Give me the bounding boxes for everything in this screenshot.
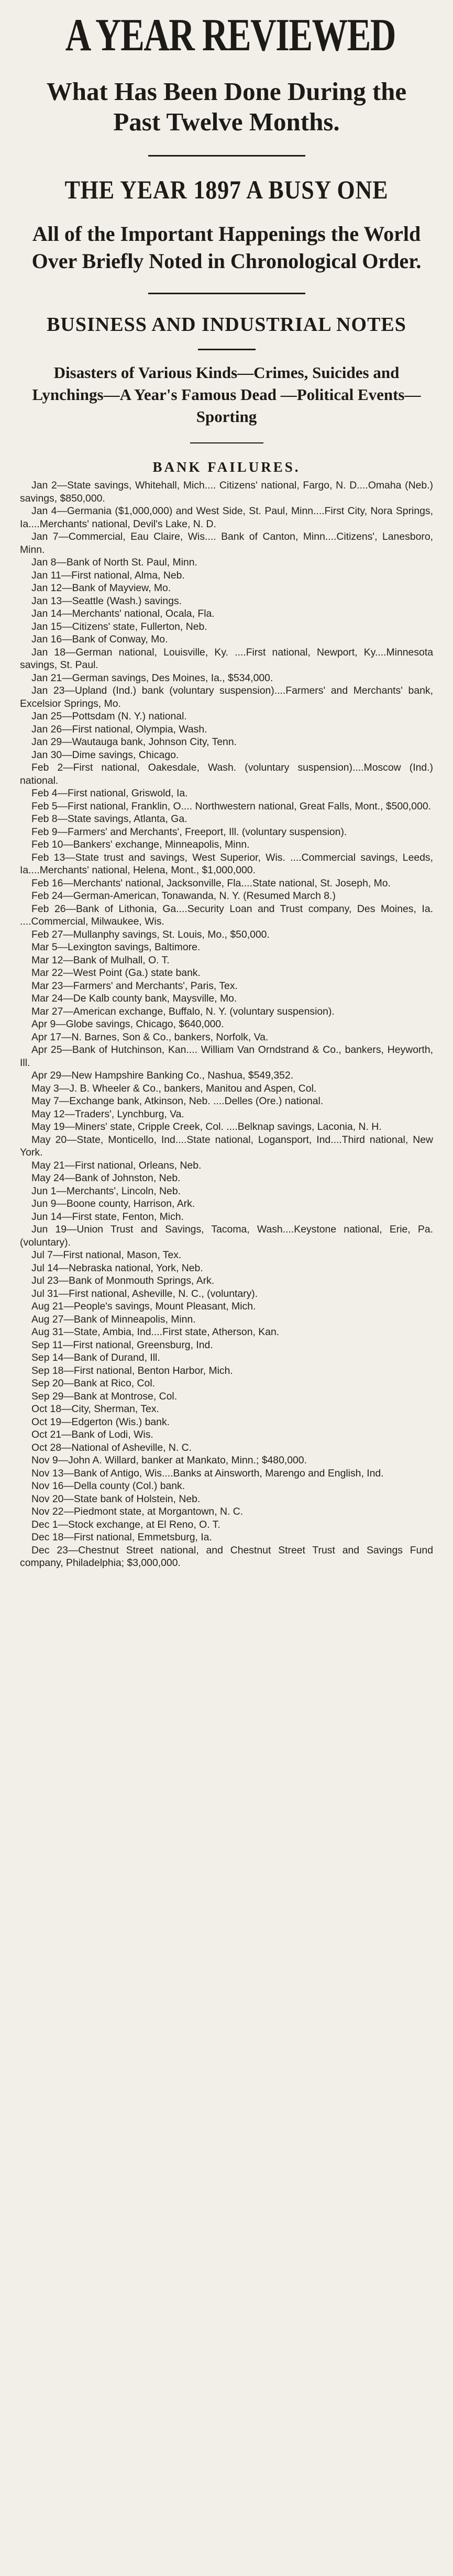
bank-failure-entry: Jan 4—Germania ($1,000,000) and West Side, St. Paul, Minn....First City, Nora Springs, Ia....Merchants' national, Devil's Lake, N. D. xyxy=(20,505,433,530)
divider-rule xyxy=(148,155,305,157)
bank-failure-entry: Oct 28—National of Asheville, N. C. xyxy=(31,1441,192,1453)
bank-failure-entry: Jan 15—Citizens' state, Fullerton, Neb. xyxy=(31,620,207,632)
bank-failure-entry: Nov 20—State bank of Holstein, Neb. xyxy=(31,1493,201,1505)
bank-failure-entry: Feb 5—First national, Franklin, O.... Northwestern national, Great Falls, Mont., $500,000. xyxy=(31,800,432,812)
section-summary: Disasters of Various Kinds—Crimes, Suicides and Lynchings—A Year's Famous Dead —Political Events—Sporting xyxy=(32,363,421,426)
divider-rule xyxy=(148,293,305,294)
bank-failure-entry: Mar 12—Bank of Mulhall, O. T. xyxy=(31,954,170,966)
divider-rule xyxy=(190,442,263,443)
bank-failure-entry: Nov 9—John A. Willard, banker at Mankato, Minn.; $480,000. xyxy=(31,1454,307,1466)
bank-failure-entry: Oct 18—City, Sherman, Tex. xyxy=(31,1403,159,1415)
bank-failure-entry: Jan 7—Commercial, Eau Claire, Wis.... Bank of Canton, Minn....Citizens', Lanesboro, Minn. xyxy=(20,531,433,556)
bank-failure-entry: Sep 14—Bank of Durand, Ill. xyxy=(31,1352,160,1363)
bank-failure-entry: Feb 27—Mullanphy savings, St. Louis, Mo., $50,000. xyxy=(31,928,270,940)
sub-headline: THE YEAR 1897 A BUSY ONE xyxy=(64,175,389,204)
bank-failure-entry: Dec 18—First national, Emmetsburg, Ia. xyxy=(31,1531,212,1543)
bank-failure-entry: Apr 9—Globe savings, Chicago, $640,000. xyxy=(31,1018,224,1030)
bank-failure-entry: Jan 26—First national, Olympia, Wash. xyxy=(31,723,207,735)
bank-failure-entry: Dec 1—Stock exchange, at El Reno, O. T. xyxy=(31,1518,220,1530)
bank-failure-entry: Sep 29—Bank at Montrose, Col. xyxy=(31,1390,178,1402)
bank-failure-entry: Oct 19—Edgerton (Wis.) bank. xyxy=(31,1416,170,1428)
bank-failure-entry: May 24—Bank of Johnston, Neb. xyxy=(31,1172,181,1184)
bank-failure-entry: Jan 30—Dime savings, Chicago. xyxy=(31,749,179,761)
bank-failure-entry: Oct 21—Bank of Lodi, Wis. xyxy=(31,1429,153,1440)
bank-failure-entry: Jan 23—Upland (Ind.) bank (voluntary suspension)....Farmers' and Merchants' bank, Excelsior Springs, Mo. xyxy=(20,685,433,709)
bank-failure-entry: Jun 9—Boone county, Harrison, Ark. xyxy=(31,1198,195,1209)
bank-failure-entry: Jun 1—Merchants', Lincoln, Neb. xyxy=(31,1185,181,1197)
bank-failure-entry: Jun 19—Union Trust and Savings, Tacoma, Wash....Keystone national, Erie, Pa. (voluntary). xyxy=(20,1224,433,1248)
bank-failure-entry: May 3—J. B. Wheeler & Co., bankers, Manitou and Aspen, Col. xyxy=(31,1082,317,1094)
bank-failure-entry: Dec 23—Chestnut Street national, and Chestnut Street Trust and Savings Fund company, Philadelphia; $3,000,000. xyxy=(20,1544,433,1569)
bank-failure-entry: Jan 29—Wautauga bank, Johnson City, Tenn. xyxy=(31,736,237,748)
bank-failure-entry: May 20—State, Monticello, Ind....State national, Logansport, Ind....Third national, New York. xyxy=(20,1134,433,1158)
bank-failure-entry: Mar 23—Farmers' and Merchants', Paris, Tex. xyxy=(31,980,238,992)
bank-failure-entry: Aug 21—People's savings, Mount Pleasant, Mich. xyxy=(31,1301,256,1312)
bank-failure-entry: Sep 18—First national, Benton Harbor, Mich. xyxy=(31,1364,233,1376)
bank-failure-entry: Nov 13—Bank of Antigo, Wis....Banks at Ainsworth, Marengo and English, Ind. xyxy=(31,1467,384,1479)
bank-failure-entry: Sep 11—First national, Greensburg, Ind. xyxy=(31,1339,213,1351)
bank-failure-entry: Feb 2—First national, Oakesdale, Wash. (voluntary suspension)....Moscow (Ind.) national. xyxy=(20,762,433,786)
bank-failure-entry: Jan 8—Bank of North St. Paul, Minn. xyxy=(31,557,197,568)
bank-failure-entry: Feb 26—Bank of Lithonia, Ga....Security Loan and Trust company, Des Moines, Ia. ....Commercial, Milwaukee, Wis. xyxy=(20,903,433,927)
bank-failure-entry: Jul 31—First national, Asheville, N. C., (voluntary). xyxy=(31,1287,258,1300)
bank-failure-entry: Jan 14—Merchants' national, Ocala, Fla. xyxy=(31,608,215,619)
headline: A YEAR REVIEWED xyxy=(65,10,395,61)
bank-failure-entry: Aug 31—State, Ambia, Ind....First state, Atherson, Kan. xyxy=(31,1326,280,1338)
bank-failure-entry: Jan 13—Seattle (Wash.) savings. xyxy=(31,595,182,607)
bank-failure-entry: Jan 25—Pottsdam (N. Y.) national. xyxy=(31,710,187,722)
bank-failures-list xyxy=(20,479,433,1570)
bank-failure-entry: Feb 24—German-American, Tonawanda, N. Y. (Resumed March 8.) xyxy=(31,890,336,902)
divider-rule xyxy=(198,349,256,350)
bank-failure-entry: May 7—Exchange bank, Atkinson, Neb. ....Delles (Ore.) national. xyxy=(31,1095,324,1107)
bank-failure-entry: Jan 12—Bank of Mayview, Mo. xyxy=(31,582,171,594)
bank-failure-entry: Sep 20—Bank at Rico, Col. xyxy=(31,1378,156,1389)
bank-failure-entry: Jan 2—State savings, Whitehall, Mich.... Citizens' national, Fargo, N. D....Omaha (Neb.) savings, $850,000. xyxy=(20,480,433,504)
bank-failure-entry: Feb 9—Farmers' and Merchants', Freeport, Ill. (voluntary suspension). xyxy=(31,826,347,838)
bank-failure-entry: Jan 18—German national, Louisville, Ky. ....First national, Newport, Ky....Minnesota savings, St. Paul. xyxy=(20,646,433,671)
bank-failure-entry: Jul 14—Nebraska national, York, Neb. xyxy=(31,1262,203,1274)
section-heading: BUSINESS AND INDUSTRIAL NOTES xyxy=(47,314,406,336)
bank-failure-entry: Nov 16—Della county (Col.) bank. xyxy=(31,1480,185,1492)
bank-failure-entry: Feb 8—State savings, Atlanta, Ga. xyxy=(31,813,187,825)
bank-failure-entry: May 21—First national, Orleans, Neb. xyxy=(31,1159,202,1171)
bank-failure-entry: Apr 17—N. Barnes, Son & Co., bankers, Norfolk, Va. xyxy=(31,1031,269,1043)
bank-failure-entry: Jun 14—First state, Fenton, Mich. xyxy=(31,1211,184,1223)
bank-failure-entry: Jan 11—First national, Alma, Neb. xyxy=(31,569,185,581)
sub-headline-deck: All of the Important Happenings the World Over Briefly Noted in Chronological Order. xyxy=(31,222,422,273)
bank-failure-entry: Aug 27—Bank of Minneapolis, Minn. xyxy=(31,1313,196,1325)
bank-failure-entry: Mar 5—Lexington savings, Baltimore. xyxy=(31,941,201,953)
bank-failure-entry: May 19—Miners' state, Cripple Creek, Col. ....Belknap savings, Laconia, N. H. xyxy=(31,1121,382,1132)
bank-failure-entry: Jul 7—First national, Mason, Tex. xyxy=(31,1249,182,1261)
bank-failure-entry: Feb 10—Bankers' exchange, Minneapolis, Minn. xyxy=(31,839,250,850)
bank-failure-entry: Feb 13—State trust and savings, West Superior, Wis. ....Commercial savings, Leeds, Ia....Merchants' national, Helena, Mont., $1,000,000. xyxy=(20,851,433,876)
bank-failure-entry: Feb 4—First national, Griswold, Ia. xyxy=(31,787,188,799)
bank-failure-entry: Mar 22—West Point (Ga.) state bank. xyxy=(31,967,201,979)
bank-failure-entry: Jan 16—Bank of Conway, Mo. xyxy=(31,634,168,645)
bank-failure-entry: Apr 25—Bank of Hutchinson, Kan.... William Van Orndstrand & Co., bankers, Heyworth, Ill. xyxy=(20,1044,433,1069)
bank-failure-entry: Feb 16—Merchants' national, Jacksonville, Fla....State national, St. Joseph, Mo. xyxy=(31,877,391,889)
bank-failures-heading: BANK FAILURES. xyxy=(152,459,301,475)
headline-deck: What Has Been Done During the Past Twelve Months. xyxy=(46,77,407,136)
bank-failure-entry: Apr 29—New Hampshire Banking Co., Nashua, $549,352. xyxy=(31,1070,294,1081)
bank-failure-entry: Jan 21—German savings, Des Moines, Ia., $534,000. xyxy=(31,672,273,684)
bank-failure-entry: Nov 22—Piedmont state, at Morgantown, N. C. xyxy=(31,1506,244,1517)
bank-failure-entry: Mar 27—American exchange, Buffalo, N. Y. (voluntary suspension). xyxy=(31,1005,335,1017)
bank-failure-entry: May 12—Traders', Lynchburg, Va. xyxy=(31,1108,184,1120)
bank-failure-entry: Jul 23—Bank of Monmouth Springs, Ark. xyxy=(31,1275,215,1286)
bank-failure-entry: Mar 24—De Kalb county bank, Maysville, Mo. xyxy=(31,993,237,1004)
